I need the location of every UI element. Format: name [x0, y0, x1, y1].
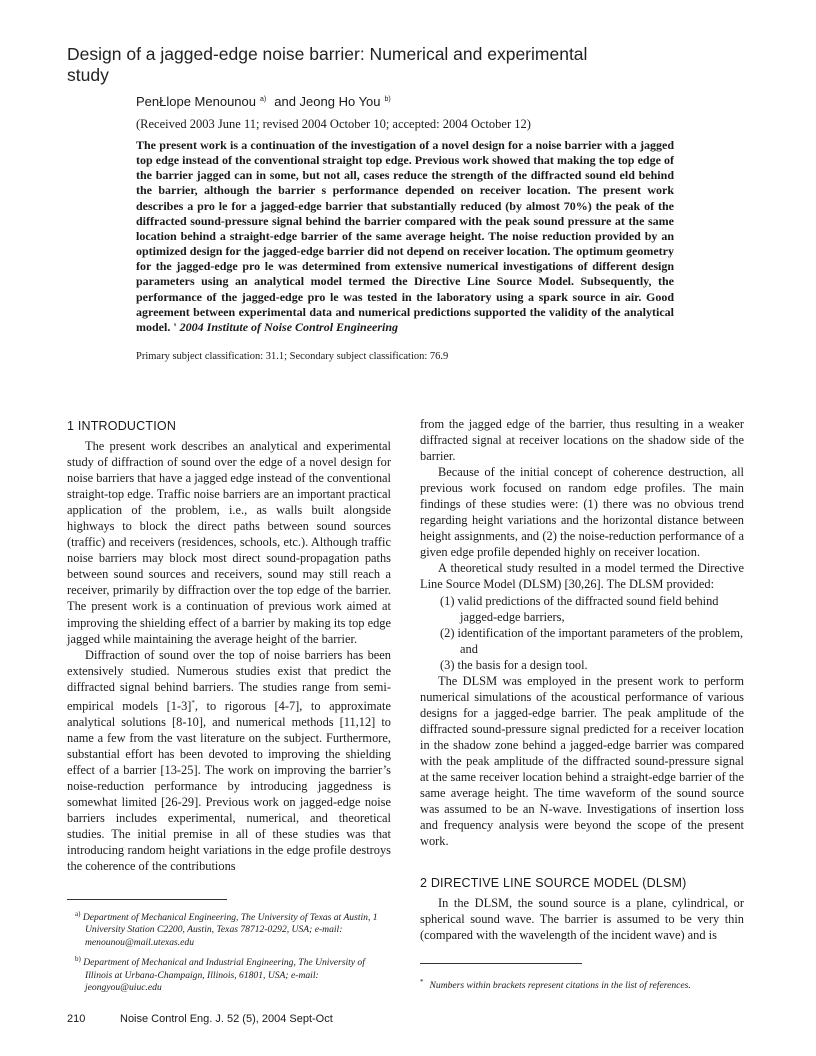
footnote-star-text: Numbers within brackets represent citations in the list of references.: [429, 980, 691, 992]
section-2-paragraph-1: In the DLSM, the sound source is a plane, cylindrical, or spherical sound wave. The barrier is assumed to be very thin (compared with the wavelength of the incident wave) and is: [420, 896, 744, 943]
footnote-b-mark: b): [75, 955, 81, 964]
citation-footnote: [420, 976, 744, 992]
subject-classification: Primary subject classification: 31.1; Secondary subject classification: 76.9: [136, 351, 449, 362]
author-2-affiliation-mark: b): [384, 96, 391, 103]
section-1-heading: 1 INTRODUCTION: [67, 419, 177, 433]
abstract: [136, 138, 674, 335]
journal-citation: Noise Control Eng. J. 52 (5), 2004 Sept-Oct: [120, 1013, 333, 1025]
paper-title: Design of a jagged-edge noise barrier: Numerical and experimental study: [67, 44, 588, 85]
footnote-a: [67, 908, 389, 949]
section-1-paragraph-2-continued: from the jagged edge of the barrier, thus resulting in a weaker diffracted signal at receiver locations on the shadow side of the barrier.: [420, 417, 744, 464]
paragraph-2-text-a: Diffraction of sound over the top of noise barriers has been extensively studied. Numerous studies exist that predict the diffracted signal behind barriers. The studies range from semi-empirical models [1-3]: [67, 647, 391, 713]
footnote-rule-right: [420, 963, 582, 964]
left-column: [67, 418, 391, 874]
page-number: 210: [67, 1013, 86, 1025]
footnote-star-mark: *: [420, 978, 424, 986]
page-footer: [67, 1013, 333, 1026]
affiliation-footnotes: [67, 908, 389, 998]
footnote-b-text: Department of Mechanical and Industrial Engineering, The University of Illinois at Urbana-Champaign, Illinois, 61801, USA; e-mail: jeongyou@uiuc.edu: [83, 957, 365, 993]
paragraph-2-text-b: , to rigorous [4-7], to approximate analytical solutions [8-10], and numerical methods [11,12] to name a few from the vast literature on the subject. Furthermore, substantial effort has been devoted to improving the shielding effect of a barrier [13-25]. The work on improving the barrier’s noise-reduction performance by introducing jaggedness is somewhat limited [26-29]. Previous work on jagged-edge noise barriers includes experimental, numerical, and theoretical studies. The initial premise in all of these studies was that introducing random height variations in the edge profile destroys the coherence of the contributions: [67, 698, 391, 874]
abstract-body: The present work is a continuation of the investigation of a novel design for a noise barrier with a jagged top edge instead of the conventional straight top edge. Previous work showed that making the top edge of the barrier jagged can in some, but not all, cases reduce the strength of the diffracted sound eld behind the barrier, although the barrier s performance depended on receiver location. The present work describes a pro le for a jagged-edge barrier that substantially reduced (by almost 70%) the peak of the diffracted sound-pressure signal behind the barrier compared with the peak sound pressure at the same location behind a straight-edge barrier of the same average height. The noise reduction provided by an optimized design for the jagged-edge barrier did not depend on receiver location. The optimum geometry for the jagged-edge pro le was determined from extensive numerical investigations of different design parameters using an analytical model termed the Directive Line Source Model. Subsequently, the performance of the jagged-edge pro le was tested in the laboratory using a spark source in air. Good agreement between experimental data and numerical predictions supported the validity of the analytical model. ': [136, 138, 674, 334]
right-column: [420, 416, 744, 943]
footnote-a-text: Department of Mechanical Engineering, The University of Texas at Austin, 1 University Station C2200, Austin, Texas 78712-0292, USA; e-mail: menounou@mail.utexas.edu: [82, 912, 378, 948]
section-1-paragraph-3: Because of the initial concept of coherence destruction, all previous work focused on random edge profiles. The main findings of these studies were: (1) there was no obvious trend regarding height variations and the horizontal distance between height assignments, and (2) the noise-reduction performance of a given edge profile depended highly on receiver location.: [420, 465, 744, 560]
list-item: (1) valid predictions of the diffracted sound field behind jagged-edge barriers,: [440, 593, 719, 624]
author-1-affiliation-mark: a): [260, 96, 267, 103]
footnote-a-mark: a): [75, 910, 81, 918]
author-connector: and Jeong Ho You: [274, 94, 381, 109]
section-1-paragraph-4: A theoretical study resulted in a model termed the Directive Line Source Model (DLSM) [30,26]. The DLSM provided:: [420, 561, 744, 592]
footnote-rule-left: [67, 899, 227, 900]
section-1-paragraph-5: The DLSM was employed in the present work to perform numerical simulations of the acoustical performance of various designs for a jagged-edge barrier. The peak amplitude of the diffracted sound-pressure signal predicted for a receiver location in the shadow zone behind a jagged-edge barrier was compared with the peak amplitude of the diffracted sound-pressure signal at the same receiver location behind a straight-edge barrier of the same average height. The time waveform of the sound source was assumed to be an N-wave. Investigations of insertion loss and frequency analysis were beyond the scope of the present work.: [420, 673, 744, 849]
footnote-mark: *: [191, 698, 195, 707]
author-line: [136, 92, 399, 110]
list-item: (2) identification of the important parameters of the problem, and: [440, 625, 744, 656]
author-1: PenŁlope Menounou: [136, 94, 256, 109]
footnote-b: [67, 953, 389, 994]
section-2-heading: 2 DIRECTIVE LINE SOURCE MODEL (DLSM): [420, 876, 687, 891]
section-1-paragraph-1: The present work describes an analytical and experimental study of diffraction of sound over the edge of a novel design for noise barriers that have a jagged edge instead of the conventional straight-top edge. Traffic noise barriers are an important practical application of the problem, i.e., as walls built alongside highways to block the direct paths between sound sources (traffic) and receivers (residences, schools, etc.). Although traffic noise barriers may block most direct sound-propagation paths between sound sources and receivers, sound may still reach a receiver, primarily by diffraction over the top edge of the barrier. The present work is a continuation of previous work aimed at improving the shielding effect of a barrier by making its top edge jagged while maintaining the average height of the barrier.: [67, 439, 391, 646]
section-2: [420, 875, 744, 943]
section-1-paragraph-2: [67, 647, 391, 875]
abstract-copyright: 2004 Institute of Noise Control Engineering: [179, 319, 399, 334]
list-item: (3) the basis for a design tool.: [440, 657, 588, 672]
received-dates: (Received 2003 June 11; revised 2004 October 10; accepted: 2004 October 12): [136, 117, 531, 131]
dlsm-provisions-list: [420, 593, 744, 673]
